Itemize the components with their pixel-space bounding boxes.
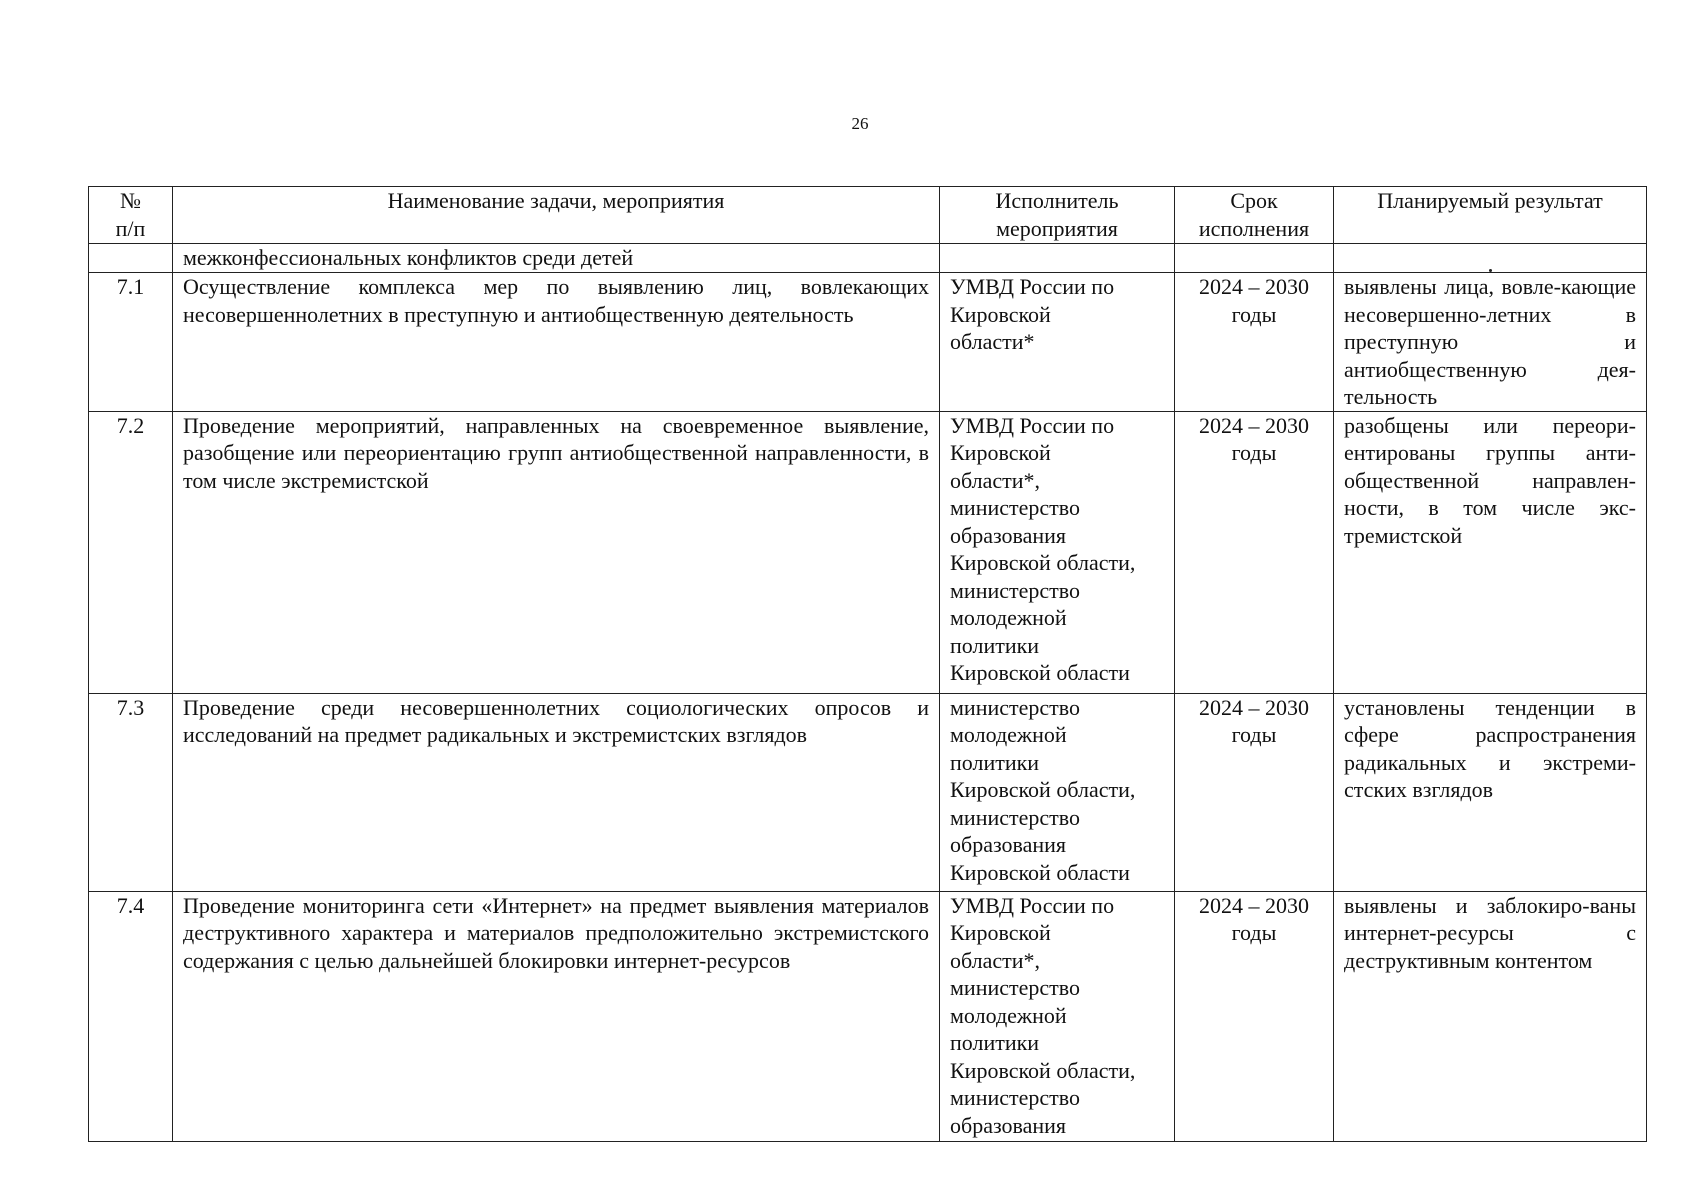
cell-num: 7.3 bbox=[89, 693, 173, 891]
header-term: Срок исполнения bbox=[1175, 187, 1334, 244]
cell-task: Проведение мероприятий, направленных на своевременное выявление, разобщение или переориентацию групп антиобщественной направленности, в том числе экстремистской bbox=[173, 411, 940, 693]
dot-mark bbox=[1489, 269, 1492, 272]
cell-result: разобщены или переори-ентированы группы анти-общественной направлен-ности, в том числе экс-тремистской bbox=[1334, 411, 1647, 693]
cell-task: Проведение среди несовершеннолетних социологических опросов и исследований на предмет радикальных и экстремистских взглядов bbox=[173, 693, 940, 891]
table-row bbox=[89, 273, 1647, 412]
cell-task: Осуществление комплекса мер по выявлению лиц, вовлекающих несовершеннолетних в преступную и антиобщественную деятельность bbox=[173, 273, 940, 412]
header-task: Наименование задачи, мероприятия bbox=[173, 187, 940, 244]
cell-term bbox=[1175, 244, 1334, 273]
table-header-row bbox=[89, 187, 1647, 244]
cell-num bbox=[89, 244, 173, 273]
header-result: Планируемый результат bbox=[1334, 187, 1647, 244]
cell-executor: УМВД России по Кировской области*, министерство образования Кировской области, министерство молодежной политики Кировской области bbox=[940, 411, 1175, 693]
cell-executor bbox=[940, 244, 1175, 273]
cell-executor: министерство молодежной политики Кировской области, министерство образования Кировской области bbox=[940, 693, 1175, 891]
table-row-continuation bbox=[89, 244, 1647, 273]
table-row bbox=[89, 693, 1647, 891]
table-row bbox=[89, 891, 1647, 1141]
cell-result bbox=[1334, 244, 1647, 273]
page-number: 26 bbox=[851, 114, 869, 133]
cell-executor: УМВД России по Кировской области* bbox=[940, 273, 1175, 412]
cell-task: межконфессиональных конфликтов среди детей bbox=[173, 244, 940, 273]
cell-term: 2024 – 2030 годы bbox=[1175, 273, 1334, 412]
cell-term: 2024 – 2030 годы bbox=[1175, 891, 1334, 1141]
cell-result: выявлены и заблокиро-ваны интернет-ресурсы с деструктивным контентом bbox=[1334, 891, 1647, 1141]
cell-num: 7.2 bbox=[89, 411, 173, 693]
cell-term: 2024 – 2030 годы bbox=[1175, 693, 1334, 891]
cell-num: 7.4 bbox=[89, 891, 173, 1141]
cell-num: 7.1 bbox=[89, 273, 173, 412]
cell-task: Проведение мониторинга сети «Интернет» на предмет выявления материалов деструктивного характера и материалов предположительно экстремистского содержания с целью дальнейшей блокировки интернет-ресурсов bbox=[173, 891, 940, 1141]
cell-executor: УМВД России по Кировской области*, министерство молодежной политики Кировской области, министерство образования bbox=[940, 891, 1175, 1141]
cell-term: 2024 – 2030 годы bbox=[1175, 411, 1334, 693]
header-executor: Исполнитель мероприятия bbox=[940, 187, 1175, 244]
table-row bbox=[89, 411, 1647, 693]
header-num: № п/п bbox=[89, 187, 173, 244]
measures-table bbox=[88, 186, 1647, 1142]
cell-result: выявлены лица, вовле-кающие несовершенно-летних в преступную и антиобщественную дея-тельность bbox=[1334, 273, 1647, 412]
cell-result: установлены тенденции в сфере распространения радикальных и экстреми-стских взглядов bbox=[1334, 693, 1647, 891]
